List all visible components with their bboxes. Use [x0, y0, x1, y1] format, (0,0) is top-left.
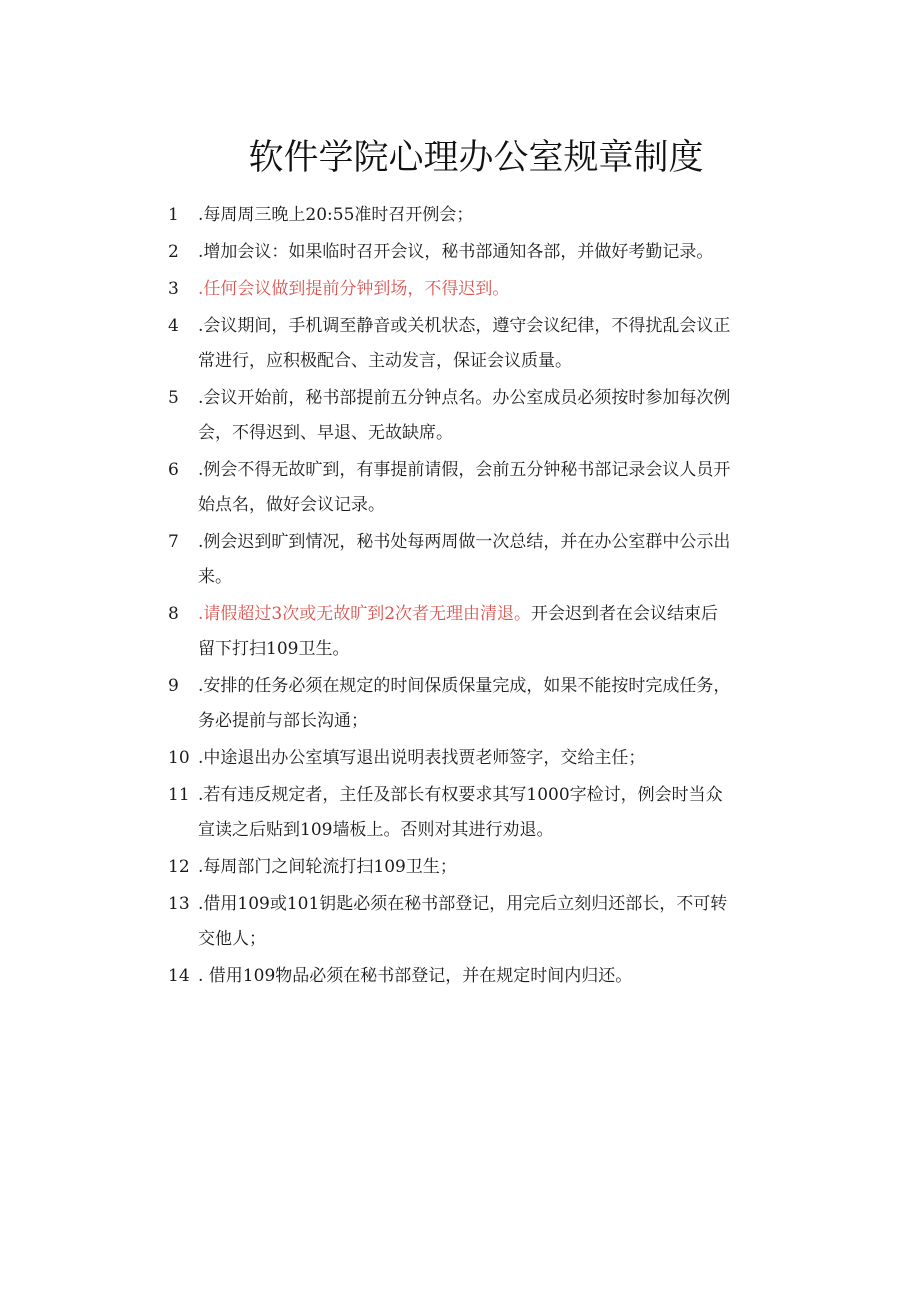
rules-list — [168, 198, 783, 994]
rule-text — [198, 235, 783, 270]
rule-line — [198, 741, 783, 776]
rule-text — [198, 597, 783, 667]
rule-number: 14 — [168, 966, 190, 986]
rule-line — [198, 922, 783, 957]
rule-item — [168, 453, 783, 523]
rule-line — [198, 235, 783, 270]
rule-text-segment: 宣读之后贴到109墙板上。否则对其进行劝退。 — [198, 820, 554, 840]
highlighted-text: .任何会议做到提前分钟到场，不得迟到。 — [198, 279, 510, 299]
rule-text-segment: .借用109或101钥匙必须在秘书部登记，用完后立刻归还部长，不可转 — [198, 894, 728, 914]
rule-text-segment: 始点名，做好会议记录。 — [198, 495, 385, 515]
rule-text-segment: .会议开始前，秘书部提前五分钟点名。办公室成员必须按时参加每次例 — [198, 388, 731, 408]
rule-line — [198, 381, 783, 416]
rule-line — [198, 959, 783, 994]
rule-item — [168, 235, 783, 270]
rule-text-segment: 会，不得迟到、早退、无故缺席。 — [198, 423, 453, 443]
rule-item — [168, 959, 783, 994]
rule-text-segment: 留下打扫109卫生。 — [198, 639, 350, 659]
rule-line — [198, 560, 783, 595]
rule-number: 5 — [168, 388, 179, 408]
rule-item — [168, 778, 783, 848]
rule-item — [168, 381, 783, 451]
rule-number: 13 — [168, 894, 190, 914]
rule-line — [198, 488, 783, 523]
rule-line — [198, 632, 783, 667]
rule-line — [198, 778, 783, 813]
rule-text — [198, 959, 783, 994]
rule-text — [198, 778, 783, 848]
rule-text — [198, 741, 783, 776]
rule-text-segment: .每周部门之间轮流打扫109卫生； — [198, 857, 457, 877]
rule-line — [198, 597, 783, 632]
rule-number: 12 — [168, 857, 190, 877]
rule-item — [168, 309, 783, 379]
rule-number: 1 — [168, 205, 179, 225]
rule-line — [198, 198, 783, 233]
rule-line — [198, 887, 783, 922]
rule-text-segment: .例会不得无故旷到，有事提前请假，会前五分钟秘书部记录会议人员开 — [198, 460, 731, 480]
rule-text — [198, 453, 783, 523]
rule-item — [168, 887, 783, 957]
rule-item — [168, 198, 783, 233]
rule-line — [198, 525, 783, 560]
rule-text-segment: . 借用109物品必须在秘书部登记，并在规定时间内归还。 — [198, 966, 633, 986]
rule-text-segment: .安排的任务必须在规定的时间保质保量完成，如果不能按时完成任务， — [198, 676, 731, 696]
rule-text-segment: 常进行，应积极配合、主动发言，保证会议质量。 — [198, 351, 572, 371]
highlighted-text: .请假超过3次或无故旷到2次者无理由清退。 — [198, 604, 532, 624]
rule-text — [198, 850, 783, 885]
rule-item — [168, 669, 783, 739]
rule-number: 8 — [168, 604, 179, 624]
rule-item — [168, 272, 783, 307]
rule-text-segment: 开会迟到者在会议结束后 — [531, 604, 719, 624]
rule-text — [198, 887, 783, 957]
rule-item — [168, 597, 783, 667]
rule-number: 11 — [168, 785, 190, 805]
rule-text — [198, 525, 783, 595]
rule-text-segment: .例会迟到旷到情况，秘书处每两周做一次总结，并在办公室群中公示出 — [198, 532, 731, 552]
rule-item — [168, 741, 783, 776]
rule-text-segment: .每周周三晚上20:55准时召开例会； — [198, 205, 474, 225]
rule-item — [168, 850, 783, 885]
rule-number: 2 — [168, 242, 179, 262]
rule-text-segment: .增加会议：如果临时召开会议，秘书部通知各部，并做好考勤记录。 — [198, 242, 714, 262]
rule-text — [198, 309, 783, 379]
rule-number: 10 — [168, 748, 190, 768]
rule-text — [198, 381, 783, 451]
rule-text — [198, 669, 783, 739]
rule-line — [198, 272, 783, 307]
rule-line — [198, 850, 783, 885]
rule-line — [198, 416, 783, 451]
rule-text-segment: 务必提前与部长沟通； — [198, 711, 368, 731]
rule-line — [198, 704, 783, 739]
rule-text-segment: .若有违反规定者，主任及部长有权要求其写1000字检讨，例会时当众 — [198, 785, 723, 805]
rule-line — [198, 344, 783, 379]
rule-number: 7 — [168, 532, 179, 552]
rule-line — [198, 453, 783, 488]
rule-number: 6 — [168, 460, 179, 480]
rule-number: 9 — [168, 676, 179, 696]
rule-number: 4 — [168, 316, 179, 336]
rule-text-segment: 交他人； — [198, 929, 266, 949]
rule-number: 3 — [168, 279, 179, 299]
page-title: 软件学院心理办公室规章制度 — [248, 138, 704, 178]
rule-line — [198, 813, 783, 848]
rule-line — [198, 669, 783, 704]
rule-text — [198, 198, 783, 233]
rule-line — [198, 309, 783, 344]
rule-text-segment: .会议期间，手机调至静音或关机状态，遵守会议纪律，不得扰乱会议正 — [198, 316, 731, 336]
rule-text — [198, 272, 783, 307]
rule-text-segment: .中途退出办公室填写退出说明表找贾老师签字，交给主任； — [198, 748, 646, 768]
rule-item — [168, 525, 783, 595]
rule-text-segment: 来。 — [198, 567, 232, 587]
